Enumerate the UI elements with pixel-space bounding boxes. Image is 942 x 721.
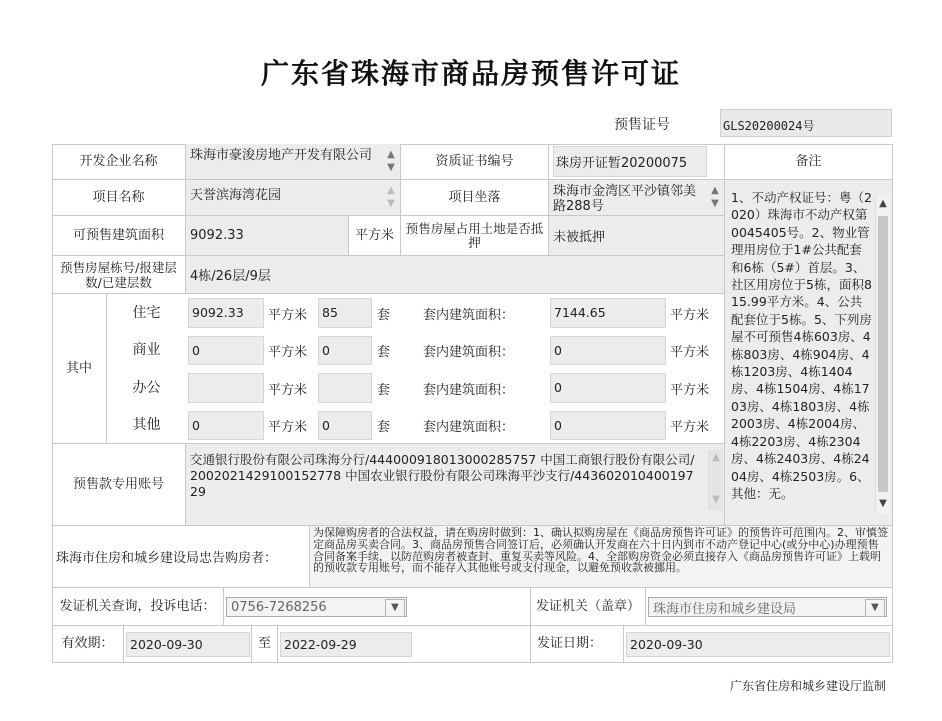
issuer-value: 珠海市住房和城乡建设局	[653, 601, 797, 617]
notice-text-cell	[310, 526, 893, 588]
land-mortgage-value: 未被抵押	[553, 230, 606, 245]
breakdown-inner-label: 套内建筑面积：	[423, 420, 515, 436]
location-label: 项目坐落	[401, 180, 549, 216]
breakdown-inner-label: 套内建筑面积：	[423, 307, 515, 323]
scroll-down-icon[interactable]: ▼	[879, 498, 887, 509]
notice-label-cell	[52, 526, 310, 588]
account-scrollbar[interactable]	[708, 450, 723, 510]
query-dropdown[interactable]	[226, 597, 407, 617]
breakdown-area-unit: 平方米	[268, 382, 308, 398]
location-value: 珠海市金湾区平沙镇邻美路288号	[553, 184, 697, 214]
notice-label: 珠海市住房和城乡建设局忠告购房者：	[56, 551, 278, 566]
developer-label: 开发企业名称	[52, 144, 186, 180]
breakdown-inner-unit: 平方米	[670, 382, 710, 398]
land-mortgage-field[interactable]	[549, 216, 725, 256]
project-name-label: 项目名称	[52, 180, 186, 216]
presale-area-label: 可预售建筑面积	[52, 216, 186, 256]
breakdown-area-unit: 平方米	[268, 420, 308, 436]
breakdown-area-field[interactable]: 9092.33	[188, 298, 264, 328]
breakdown-inner-unit: 平方米	[670, 345, 710, 361]
breakdown-count-field[interactable]	[318, 373, 372, 403]
notes-text: 1、不动产权证号：粤（2020）珠海市不动产权第0045405号。2、物业管理用房位于1#公共配套和6栋（5#）首层。3、社区用房位于5栋，面积815.99平方米。4、公共配套位于5栋。5、下列房屋不可预售4栋603房、4栋803房、4栋904房、4栋1203房、4栋1404房、4栋1504房、4栋1703房、4栋1803房、4栋2003房、4栋2004房、4栋2203房、4栋2304房、4栋2403房、4栋2404房、4栋2503房。6、其他：无。	[731, 190, 872, 501]
issuer-dropdown[interactable]	[648, 597, 887, 617]
breakdown-count-unit: 套	[377, 307, 391, 323]
notes-scrollbar[interactable]	[875, 196, 890, 514]
chevron-down-icon[interactable]: ▼	[385, 599, 405, 617]
qualification-field[interactable]	[549, 144, 725, 180]
breakdown-count-unit: 套	[377, 382, 391, 398]
land-mortgage-label: 预售房屋占用土地是否抵押	[401, 216, 549, 256]
building-label: 预售房屋栋号/报建层数/已建层数	[52, 256, 186, 294]
project-name-field[interactable]	[186, 180, 401, 216]
breakdown-count-unit: 套	[377, 420, 391, 436]
validity-to-label: 至	[252, 626, 278, 663]
breakdown-count-field[interactable]: 0	[318, 411, 372, 441]
breakdown-inner-unit: 平方米	[670, 307, 710, 323]
breakdown-area-field[interactable]	[188, 373, 264, 403]
issue-date-label: 发证日期：	[531, 626, 624, 663]
account-scroll-up-icon[interactable]: ▲	[712, 452, 720, 463]
permit-number-label: 预售证号	[614, 117, 670, 133]
notes-panel[interactable]	[725, 180, 893, 526]
developer-spinner-icon[interactable]: ▲ ▼	[387, 149, 395, 173]
breakdown-inner-field[interactable]: 0	[550, 373, 666, 403]
breakdown-type-label: 其他	[132, 417, 161, 434]
validity-to-value: 2022-09-29	[284, 637, 357, 652]
validity-label: 有效期：	[52, 626, 124, 663]
breakdown-area-unit: 平方米	[268, 345, 308, 361]
footer-supervision: 广东省住房和城乡建设厅监制	[729, 679, 886, 693]
presale-area-field[interactable]	[186, 216, 349, 256]
validity-from-value: 2020-09-30	[130, 637, 203, 652]
account-value: 交通银行股份有限公司珠海分行/444000918013000285757 中国工商银行股份有限公司/2002021429100152778 中国农业银行股份有限公司珠海平沙支行/44360201040019729	[190, 452, 695, 499]
chevron-down-icon[interactable]: ▼	[865, 599, 885, 617]
query-label: 发证机关查询，投诉电话：	[52, 588, 224, 626]
building-value: 4栋/26层/9层	[190, 269, 271, 284]
notice-text: 为保障购房者的合法权益，请在购房时做到：1、确认拟购房屋在《商品房预售许可证》的预售许可范围内。2、审慎签定商品房买卖合同。3、商品房预售合同签订后，必须确认开发商在六十日内到市不动产登记中心(或分中心)办理预售合同备案手续，以防范购房者被查封、重复买卖等风险。4、全部购房资金必须直接存入《商品房预售许可证》上载明的预收款专用账号，而不能存入其他账号或支付现金，以避免预收款被挪用。	[313, 527, 888, 575]
validity-to-field[interactable]	[280, 632, 412, 657]
issue-date-field[interactable]	[626, 632, 890, 657]
breakdown-inner-label: 套内建筑面积：	[423, 345, 515, 361]
breakdown-type-label: 商业	[132, 342, 161, 359]
scroll-thumb[interactable]	[878, 216, 888, 492]
presale-area-value: 9092.33	[190, 228, 244, 243]
breakdown-type-label: 住宅	[132, 304, 161, 321]
breakdown-inner-unit: 平方米	[670, 420, 710, 436]
breakdown-count-field[interactable]: 0	[318, 336, 372, 366]
developer-field[interactable]	[186, 144, 401, 180]
presale-area-unit: 平方米	[349, 216, 401, 256]
query-phone-value: 0756-7268256	[231, 599, 327, 615]
account-label: 预售款专用账号	[52, 444, 186, 526]
breakdown-count-unit: 套	[377, 345, 391, 361]
permit-number-field[interactable]: GLS20200024号	[720, 109, 892, 137]
page-title: 广东省珠海市商品房预售许可证	[260, 57, 681, 90]
qualification-label: 资质证书编号	[401, 144, 549, 180]
qualification-value: 珠房开证暂20200075	[553, 146, 707, 177]
breakdown-area-unit: 平方米	[268, 307, 308, 323]
breakdown-area-field[interactable]: 0	[188, 336, 264, 366]
notes-label: 备注	[725, 144, 893, 180]
location-field[interactable]	[549, 180, 725, 216]
account-scroll-down-icon[interactable]: ▼	[712, 494, 720, 505]
account-field[interactable]	[186, 444, 725, 526]
validity-from-field[interactable]	[126, 632, 250, 657]
breakdown-inner-label: 套内建筑面积：	[423, 382, 515, 398]
project-name-value: 天誉滨海湾花园	[190, 188, 282, 203]
issue-date-value: 2020-09-30	[630, 637, 703, 652]
breakdown-type-label: 办公	[132, 379, 161, 396]
developer-value: 珠海市豪浚房地产开发有限公司	[190, 148, 373, 163]
breakdown-inner-field[interactable]: 0	[550, 411, 666, 441]
issuer-label: 发证机关（盖章）	[531, 588, 646, 626]
breakdown-area-field[interactable]: 0	[188, 411, 264, 441]
breakdown-inner-field[interactable]: 0	[550, 336, 666, 366]
breakdown-group-label: 其中	[52, 294, 107, 444]
location-spinner-icon[interactable]: ▲ ▼	[711, 185, 719, 209]
building-field[interactable]	[186, 256, 725, 294]
breakdown-count-field[interactable]: 85	[318, 298, 372, 328]
scroll-up-icon[interactable]: ▲	[879, 198, 887, 209]
project-name-spinner-icon[interactable]: ▲ ▼	[387, 185, 395, 209]
breakdown-inner-field[interactable]: 7144.65	[550, 298, 666, 328]
